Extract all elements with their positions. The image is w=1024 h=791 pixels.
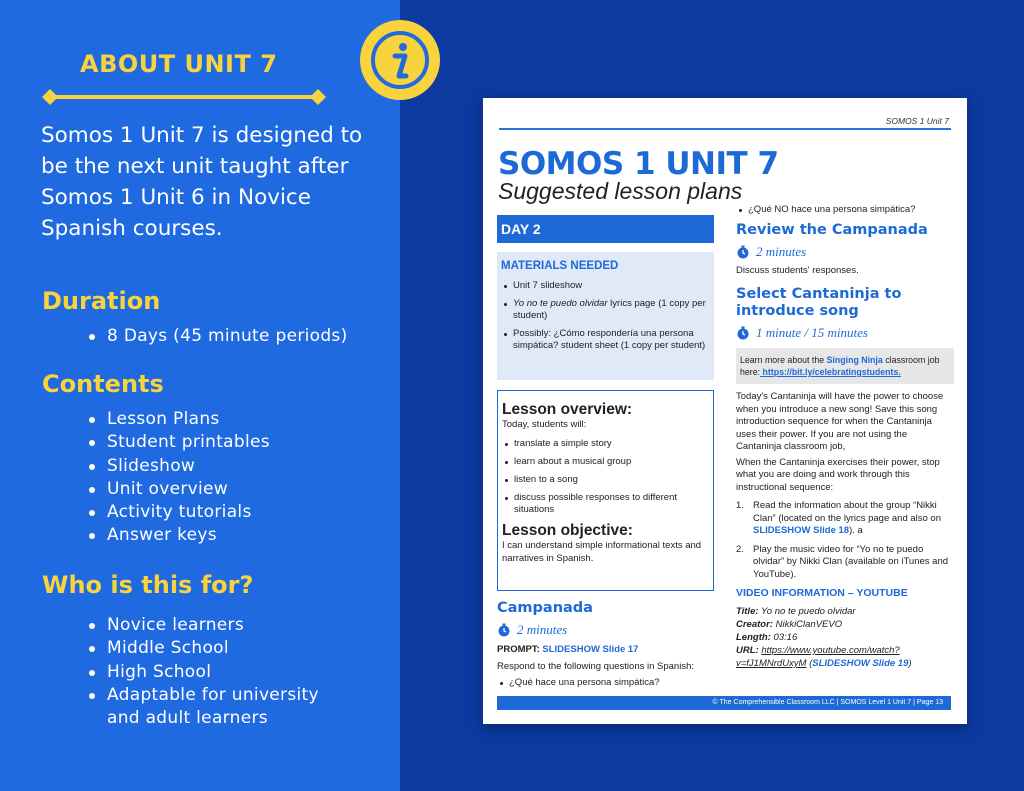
slide18-link[interactable]: SLIDESHOW Slide 18 <box>753 525 850 536</box>
note-box <box>736 348 954 384</box>
contents-heading: Contents <box>42 370 164 398</box>
review-text: Discuss students' responses. <box>736 264 859 276</box>
list-item-text: lyrics page (1 copy per student) <box>513 297 706 321</box>
select-timer <box>736 325 954 341</box>
step-number: 2. <box>736 543 744 555</box>
list-item: Unit overview <box>87 478 270 501</box>
list-item <box>501 298 710 323</box>
note-text: Learn more about the <box>740 355 827 365</box>
list-item: ¿Qué hace una persona simpática? <box>497 677 714 690</box>
stopwatch-icon <box>736 326 750 340</box>
materials-heading: MATERIALS NEEDED <box>501 260 619 272</box>
campanada-time: 2 minutes <box>517 622 568 637</box>
step-text: ). a <box>849 525 863 536</box>
step-number: 1. <box>736 500 744 511</box>
prompt-label: PROMPT: <box>497 644 543 655</box>
list-item: Activity tutorials <box>87 501 270 524</box>
step-text: Read the information about the group “Nikki Clan” (located on the lyrics page and also on <box>753 500 942 524</box>
campanada-questions-continued <box>736 204 954 217</box>
left-panel <box>0 0 400 791</box>
step-item <box>736 500 954 538</box>
field-label: Title: <box>736 606 759 617</box>
field-value: NikkiClanVEVO <box>772 619 843 630</box>
contents-list <box>87 408 270 548</box>
right-column <box>736 204 954 670</box>
step-item <box>736 544 954 582</box>
campanada-text: Respond to the following questions in Spanish: <box>497 660 694 672</box>
campanada-heading: Campanada <box>497 600 593 616</box>
select-para2: When the Cantaninja exercises their power, stop what you are doing and work through this instructional sequence: <box>736 456 940 493</box>
divider-ornament <box>42 89 326 105</box>
review-time: 2 minutes <box>756 243 807 259</box>
step-text: Play the music video for “Yo no te puedo olvidar” by Nikki Clan (available on iTunes and YouTube). <box>753 543 949 580</box>
info-icon <box>360 20 440 100</box>
list-item: listen to a song <box>502 474 709 487</box>
objective-heading: Lesson objective: <box>502 522 633 539</box>
select-time: 1 minute / 15 minutes <box>756 325 868 340</box>
instruction-steps <box>736 500 954 581</box>
field-label: Creator: <box>736 619 773 630</box>
select-heading: Select Cantaninja to introduce song <box>736 286 902 319</box>
list-item: discuss possible responses to different situations <box>502 492 709 517</box>
field-value: Yo no te puedo olvidar <box>758 606 856 617</box>
duration-list <box>87 325 348 348</box>
campanada-questions <box>497 677 714 690</box>
campanada-timer <box>497 622 714 638</box>
intro-text: Somos 1 Unit 7 is designed to be the next unit taught after Somos 1 Unit 6 in Novice Spanish courses. <box>41 123 363 241</box>
list-item: Middle School <box>87 637 337 660</box>
youtube-link[interactable]: https://www.youtube.com/watch?v=fJ1MNrdUxyM <box>736 645 900 669</box>
field-value: 03:16 <box>770 632 798 643</box>
about-title: ABOUT UNIT 7 <box>80 50 278 78</box>
who-list <box>87 614 337 730</box>
objective-text: I can understand simple informational texts and narratives in Spanish. <box>502 540 702 564</box>
video-url-line <box>736 644 954 670</box>
who-heading: Who is this for? <box>42 571 254 599</box>
list-item: High School <box>87 661 337 684</box>
list-item: Possibly: ¿Cómo respondería una persona simpática? student sheet (1 copy per student) <box>501 328 710 353</box>
list-item: Novice learners <box>87 614 337 637</box>
page-title: SOMOS 1 UNIT 7 <box>498 146 779 182</box>
video-info <box>736 605 954 670</box>
list-item: 8 Days (45 minute periods) <box>87 325 348 348</box>
video-heading: VIDEO INFORMATION – YOUTUBE <box>736 587 908 599</box>
list-item: Slideshow <box>87 455 270 478</box>
overview-heading: Lesson overview: <box>502 401 633 418</box>
slide19-link[interactable]: SLIDESHOW Slide 19 <box>812 658 909 669</box>
note-text: classroom job here: <box>740 355 940 377</box>
list-item: Student printables <box>87 431 270 454</box>
video-title-line <box>736 605 954 618</box>
list-item: ¿Qué NO hace una persona simpática? <box>736 204 954 217</box>
stopwatch-icon <box>736 245 750 259</box>
review-heading: Review the Campanada <box>736 221 928 238</box>
list-item: Adaptable for university and adult learners <box>87 684 337 731</box>
field-label: URL: <box>736 645 759 656</box>
materials-box <box>497 252 714 380</box>
select-para1: Today's Cantaninja will have the power to choose when you introduce a new song! Save this song introduction sequence for when the Cantaninja uses their power. If you are not using the Cantaninja classroom job, <box>736 391 944 452</box>
celebrating-students-link[interactable]: https://bit.ly/celebratingstudents. <box>760 367 901 377</box>
overview-intro: Today, students will: <box>502 419 587 430</box>
list-item: Lesson Plans <box>87 408 270 431</box>
prompt-line <box>497 644 714 657</box>
video-creator-line <box>736 618 954 631</box>
list-item: translate a simple story <box>502 438 709 451</box>
lesson-plan-page <box>483 98 967 724</box>
header-rule <box>499 128 951 130</box>
lyrics-title: Yo no te puedo olvidar <box>513 297 608 309</box>
field-value: ) <box>908 658 912 669</box>
page-header: SOMOS 1 Unit 7 <box>885 116 949 126</box>
video-length-line <box>736 631 954 644</box>
overview-list <box>502 438 709 517</box>
duration-heading: Duration <box>42 287 161 315</box>
page-footer: © The Comprehensible Classroom LLC | SOMOS Level 1 Unit 7 | Page 13 <box>497 696 951 710</box>
materials-list <box>501 280 710 353</box>
prompt-link[interactable]: SLIDESHOW Slide 17 <box>542 644 639 655</box>
left-column <box>497 215 714 695</box>
list-item: Unit 7 slideshow <box>501 280 710 293</box>
list-item: learn about a musical group <box>502 456 709 469</box>
singing-ninja-link[interactable]: Singing Ninja <box>826 355 883 365</box>
list-item: Answer keys <box>87 524 270 547</box>
overview-box <box>497 390 714 591</box>
day-bar: DAY 2 <box>497 215 714 243</box>
stopwatch-icon <box>497 623 511 637</box>
review-timer <box>736 244 954 260</box>
field-value: ( <box>806 658 813 669</box>
page-subtitle: Suggested lesson plans <box>498 178 743 204</box>
field-label: Length: <box>736 632 771 643</box>
